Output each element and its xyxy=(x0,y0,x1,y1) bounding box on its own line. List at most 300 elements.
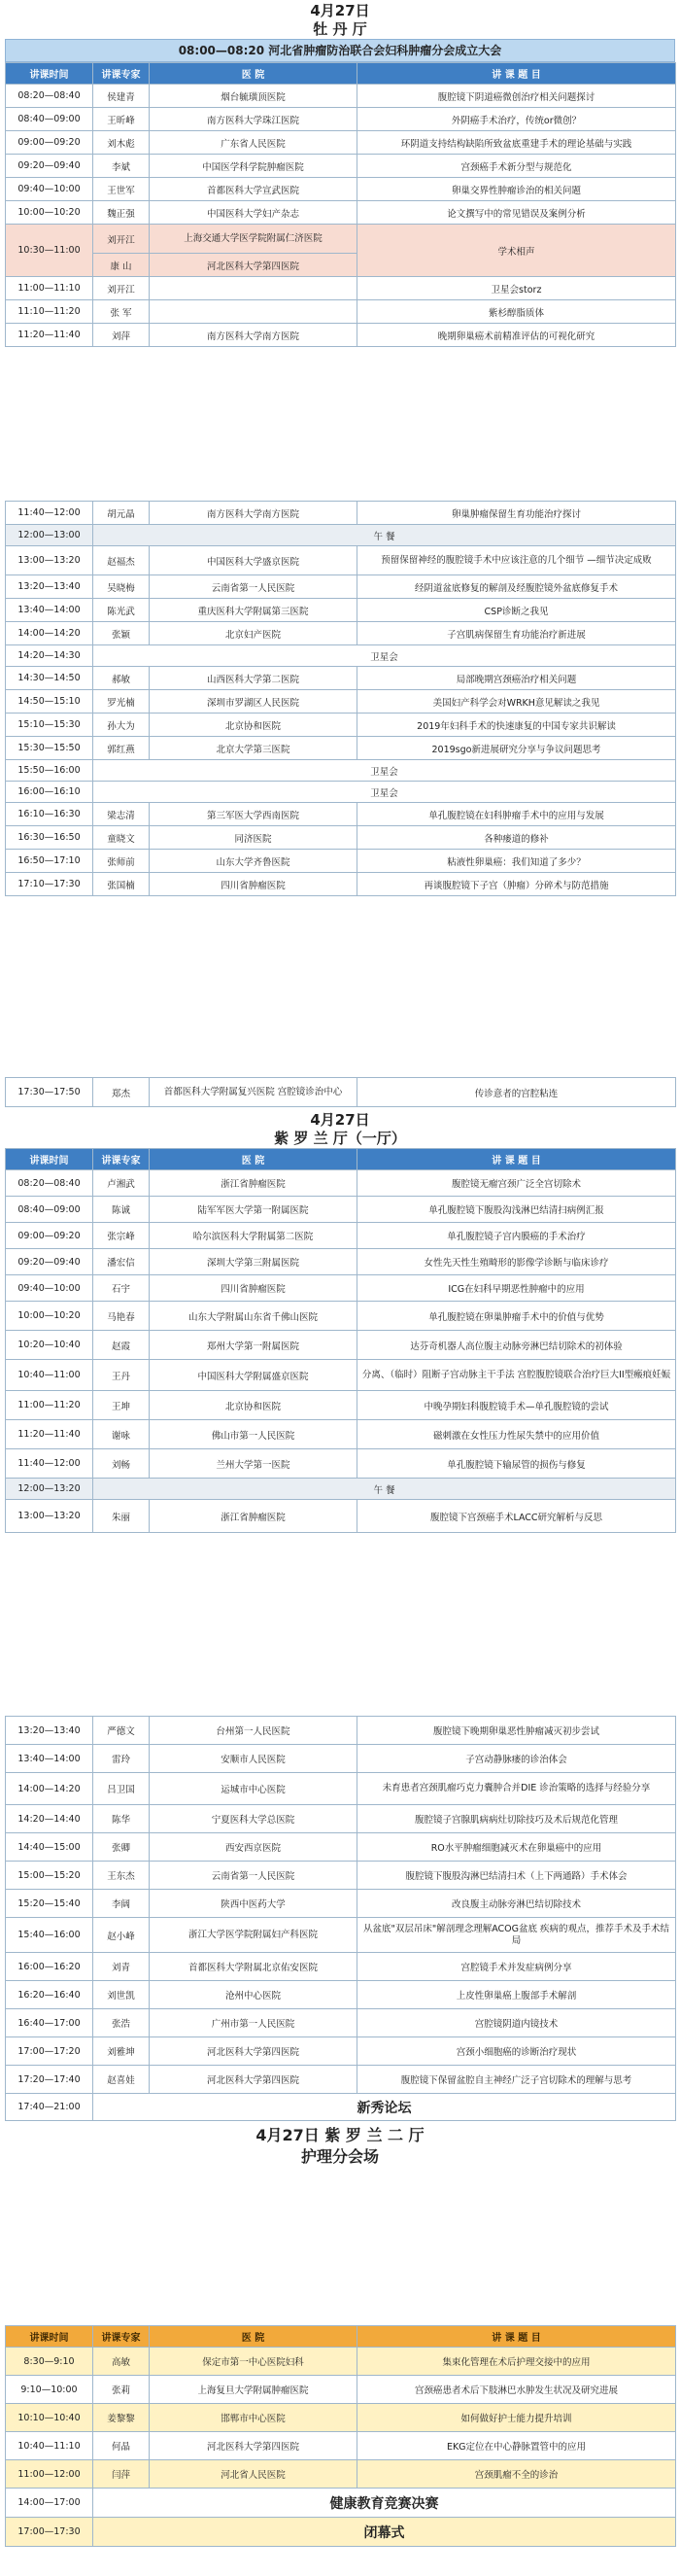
table-row xyxy=(6,108,676,131)
header-topic: 讲 课 题 目 xyxy=(357,2326,676,2348)
cell-hospital: 邯郸市中心医院 xyxy=(150,2404,357,2432)
cell-speaker: 罗光楠 xyxy=(93,690,150,714)
cell-speaker: 张 军 xyxy=(93,300,150,324)
cell-hospital: 南方医科大学南方医院 xyxy=(150,502,357,525)
cell-time: 17:00—17:20 xyxy=(6,2037,93,2066)
cell-topic: 腹腔镜下宫颈癌手术LACC研究解析与反思 xyxy=(357,1500,676,1533)
cell-speaker: 马艳春 xyxy=(93,1302,150,1331)
cell-hospital: 山东大学附属山东省千佛山医院 xyxy=(150,1302,357,1331)
cell-topic: 改良腹主动脉旁淋巴结切除技术 xyxy=(357,1890,676,1918)
table-row xyxy=(6,1918,676,1953)
cell-time: 15:00—15:20 xyxy=(6,1862,93,1890)
cell-hospital: 深圳市罗湖区人民医院 xyxy=(150,690,357,714)
cell-hospital: 河北医科大学第四医院 xyxy=(150,2432,357,2460)
cell-topic: 单孔腹腔镜在卵巢肿瘤手术中的价值与优势 xyxy=(357,1302,676,1331)
table-row xyxy=(6,826,676,850)
cell-time: 16:40—17:00 xyxy=(6,2009,93,2037)
header-speaker: 讲课专家 xyxy=(93,2326,150,2348)
cell-topic: 论文撰写中的常见错误及案例分析 xyxy=(357,201,676,225)
cell-topic: 2019sgo新进展研究分享与争议问题思考 xyxy=(357,737,676,760)
violet-hall-2-title: 4月27日 紫 罗 兰 二 厅 xyxy=(5,2125,675,2146)
cell-speaker: 郭红燕 xyxy=(93,737,150,760)
table-row xyxy=(6,1890,676,1918)
cell-time: 12:00—13:20 xyxy=(6,1479,93,1500)
cell-speaker: 孙大为 xyxy=(93,714,150,737)
cell-speaker: 陈光武 xyxy=(93,599,150,622)
date-title: 4月27日 xyxy=(310,1111,370,1129)
table-row xyxy=(6,1833,676,1862)
cell-hospital: 北京协和医院 xyxy=(150,1391,357,1420)
nursing-session-title: 护理分会场 xyxy=(300,2147,379,2166)
cell-speaker: 童晓文 xyxy=(93,826,150,850)
cell-topic: 晚期卵巢癌术前精准评估的可视化研究 xyxy=(357,324,676,347)
cell-hospital: 云南省第一人民医院 xyxy=(150,1862,357,1890)
cell-hospital: 运城市中心医院 xyxy=(150,1773,357,1805)
cell-hospital: 北京妇产医院 xyxy=(150,622,357,645)
cell-hospital: 哈尔滨医科大学附属第二医院 xyxy=(150,1223,357,1249)
cell-hospital: 四川省肿瘤医院 xyxy=(150,1275,357,1302)
cell-time: 11:20—11:40 xyxy=(6,324,93,347)
cell-contest: 健康教育竞赛决赛 xyxy=(93,2489,676,2518)
cell-speaker: 刘青 xyxy=(93,1953,150,1981)
cell-time: 15:10—15:30 xyxy=(6,714,93,737)
cell-topic: 宫腔镜手术并发症病例分享 xyxy=(357,1953,676,1981)
cell-time: 16:50—17:10 xyxy=(6,850,93,873)
cell-time: 15:50—16:00 xyxy=(6,760,93,782)
table-row xyxy=(6,1275,676,1302)
cell-topic: 2019年妇科手术的快速康复的中国专家共识解读 xyxy=(357,714,676,737)
table-row xyxy=(6,300,676,324)
cell-speaker: 刘萍 xyxy=(93,324,150,347)
cell-speaker: 高敏 xyxy=(93,2348,150,2376)
cell-speaker: 朱丽 xyxy=(93,1500,150,1533)
cell-topic: 预留保留神经的腹腔镜手术中应该注意的几个细节 —细节决定成败 xyxy=(357,546,676,575)
cell-speaker: 梁志清 xyxy=(93,803,150,826)
cell-time: 09:40—10:00 xyxy=(6,178,93,201)
cell-speaker: 刘开江 xyxy=(93,277,150,300)
table-row xyxy=(6,1449,676,1479)
schedule-table xyxy=(5,1077,676,1107)
cell-speaker: 刘开江 xyxy=(93,225,150,254)
cell-hospital: 中国医科大学盛京医院 xyxy=(150,546,357,575)
table-row xyxy=(6,85,676,108)
cell-speaker: 张莉 xyxy=(93,2376,150,2404)
cell-closing: 闭幕式 xyxy=(93,2518,676,2547)
table-row xyxy=(6,201,676,225)
cell-time: 16:00—16:10 xyxy=(6,782,93,803)
table-row xyxy=(6,1773,676,1805)
cell-time: 11:00—11:10 xyxy=(6,277,93,300)
cell-time: 10:00—10:20 xyxy=(6,1302,93,1331)
table-row xyxy=(6,2376,676,2404)
cell-time: 14:30—14:50 xyxy=(6,667,93,690)
table-row xyxy=(6,502,676,525)
cell-topic: 单孔腹腔镜在妇科肿瘤手术中的应用与发展 xyxy=(357,803,676,826)
table-row xyxy=(6,178,676,201)
cell-speaker: 郑杰 xyxy=(93,1078,150,1107)
table-header xyxy=(6,1149,676,1170)
cell-time: 16:10—16:30 xyxy=(6,803,93,826)
table-row xyxy=(6,2037,676,2066)
cell-time: 17:40—21:00 xyxy=(6,2094,93,2121)
cell-time: 09:00—09:20 xyxy=(6,1223,93,1249)
table-row xyxy=(6,667,676,690)
header-time: 讲课时间 xyxy=(6,1149,93,1170)
table-row xyxy=(6,575,676,599)
cell-speaker: 李斌 xyxy=(93,155,150,178)
cell-time: 17:00—17:30 xyxy=(6,2518,93,2547)
cell-time: 14:00—14:20 xyxy=(6,622,93,645)
cell-topic: 宫颈癌患者术后下肢淋巴水肿发生状况及研究进展 xyxy=(357,2376,676,2404)
closing-row xyxy=(6,2518,676,2547)
cell-hospital: 北京协和医院 xyxy=(150,714,357,737)
cell-topic: 达芬奇机器人高位腹主动脉旁淋巴结切除术的初体验 xyxy=(357,1331,676,1360)
table-row xyxy=(6,1745,676,1773)
cell-topic: 传诊意者的宫腔粘连 xyxy=(357,1078,676,1107)
cell-topic: 单孔腹腔镜子宫内膜癌的手术治疗 xyxy=(357,1223,676,1249)
cell-time: 13:40—14:00 xyxy=(6,599,93,622)
cell-speaker: 刘世凯 xyxy=(93,1981,150,2009)
cell-hospital: 中国医学科学院肿瘤医院 xyxy=(150,155,357,178)
hall-title: 牡 丹 厅 xyxy=(313,20,367,38)
cell-speaker: 谢咏 xyxy=(93,1420,150,1449)
table-row xyxy=(6,277,676,300)
cell-satellite: 卫星会 xyxy=(93,645,676,667)
cell-hospital: 宁夏医科大学总医院 xyxy=(150,1805,357,1833)
satellite-row xyxy=(6,760,676,782)
table-row xyxy=(6,1805,676,1833)
header-hospital: 医 院 xyxy=(150,2326,357,2348)
cell-time: 11:40—12:00 xyxy=(6,502,93,525)
cell-hospital: 广州市第一人民医院 xyxy=(150,2009,357,2037)
opening-banner: 08:00—08:20 河北省肿瘤防治联合会妇科肿瘤分会成立大会 xyxy=(5,39,675,62)
cell-time: 11:40—12:00 xyxy=(6,1449,93,1479)
cell-speaker: 张师前 xyxy=(93,850,150,873)
cell-topic: 宫颈小细胞癌的诊断治疗现状 xyxy=(357,2037,676,2066)
cell-topic: 美国妇产科学会对WRKH意见解读之我见 xyxy=(357,690,676,714)
cell-hospital: 山西医科大学第二医院 xyxy=(150,667,357,690)
cell-time: 14:00—17:00 xyxy=(6,2489,93,2518)
cell-hospital: 郑州大学第一附属医院 xyxy=(150,1331,357,1360)
cell-hospital: 安顺市人民医院 xyxy=(150,1745,357,1773)
forum-row xyxy=(6,2094,676,2121)
cell-hospital: 河北医科大学第四医院 xyxy=(150,2037,357,2066)
schedule-table xyxy=(5,1716,676,2121)
cell-time: 09:40—10:00 xyxy=(6,1275,93,1302)
cell-speaker: 卢湘武 xyxy=(93,1170,150,1197)
table-header xyxy=(6,63,676,85)
cell-time: 8:30—9:10 xyxy=(6,2348,93,2376)
cell-speaker: 张宗峰 xyxy=(93,1223,150,1249)
cell-speaker: 刘雅坤 xyxy=(93,2037,150,2066)
cell-topic: 未育患者宫颈肌瘤巧克力囊肿合并DIE 诊治策略的选择与经验分享 xyxy=(357,1773,676,1805)
cell-speaker: 王世军 xyxy=(93,178,150,201)
cell-speaker: 张国楠 xyxy=(93,873,150,896)
cell-topic: 宫腔镜阴道内镜技术 xyxy=(357,2009,676,2037)
cell-speaker: 刘畅 xyxy=(93,1449,150,1479)
cell-hospital: 保定市第一中心医院妇科 xyxy=(150,2348,357,2376)
cell-topic: 宫颈癌手术新分型与规范化 xyxy=(357,155,676,178)
cell-time: 08:40—09:00 xyxy=(6,1197,93,1223)
contest-row xyxy=(6,2489,676,2518)
cell-time: 13:20—13:40 xyxy=(6,575,93,599)
cell-time: 16:30—16:50 xyxy=(6,826,93,850)
cell-hospital: 浙江大学医学院附属妇产科医院 xyxy=(150,1918,357,1953)
cell-satellite: 卫星会 xyxy=(93,782,676,803)
cell-topic: ICG在妇科早期恶性肿瘤中的应用 xyxy=(357,1275,676,1302)
cell-time: 11:10—11:20 xyxy=(6,300,93,324)
table-header xyxy=(6,2326,676,2348)
cell-topic: 卵巢交界性肿瘤诊治的相关问题 xyxy=(357,178,676,201)
cell-hospital: 首都医科大学宣武医院 xyxy=(150,178,357,201)
cell-hospital: 陆军军医大学第一附属医院 xyxy=(150,1197,357,1223)
cell-hospital: 上海复旦大学附属肿瘤医院 xyxy=(150,2376,357,2404)
cell-time: 14:00—14:20 xyxy=(6,1773,93,1805)
table-row xyxy=(6,1717,676,1745)
cell-topic: 局部晚期宫颈癌治疗相关问题 xyxy=(357,667,676,690)
table-row xyxy=(6,803,676,826)
cell-topic: 女性先天性生殖畸形的影像学诊断与临床诊疗 xyxy=(357,1249,676,1275)
cell-speaker: 赵小峰 xyxy=(93,1918,150,1953)
cell-hospital: 烟台毓璜顶医院 xyxy=(150,85,357,108)
cell-time: 08:40—09:00 xyxy=(6,108,93,131)
cell-speaker: 赵霞 xyxy=(93,1331,150,1360)
cell-time: 10:00—10:20 xyxy=(6,201,93,225)
cell-topic: 分离、（临时）阻断子宫动脉主干手法 宫腔腹腔镜联合治疗巨大II型瘢痕妊娠 xyxy=(357,1360,676,1391)
schedule-table xyxy=(5,501,676,896)
cell-speaker: 雷玲 xyxy=(93,1745,150,1773)
cell-topic: 磁刺激在女性压力性尿失禁中的应用价值 xyxy=(357,1420,676,1449)
table-row xyxy=(6,155,676,178)
cell-time: 13:00—13:20 xyxy=(6,1500,93,1533)
cell-speaker: 陈华 xyxy=(93,1805,150,1833)
cell-time: 16:00—16:20 xyxy=(6,1953,93,1981)
cell-lunch: 午 餐 xyxy=(93,525,676,546)
cell-topic: 子宫肌病保留生育功能治疗新进展 xyxy=(357,622,676,645)
cell-topic: 腹腔镜无瘤宫颈广泛全宫切除术 xyxy=(357,1170,676,1197)
date-title: 4月27日 xyxy=(310,2,370,19)
cell-speaker: 潘宏信 xyxy=(93,1249,150,1275)
table-row xyxy=(6,2066,676,2094)
cell-hospital: 首都医科大学附属北京佑安医院 xyxy=(150,1953,357,1981)
table-row xyxy=(6,1500,676,1533)
cell-speaker: 李阔 xyxy=(93,1890,150,1918)
cell-speaker: 吴晓梅 xyxy=(93,575,150,599)
table-row xyxy=(6,1223,676,1249)
cell-topic: 经阴道盆底修复的解剖及经腹腔镜外盆底修复手术 xyxy=(357,575,676,599)
cell-time: 09:00—09:20 xyxy=(6,131,93,155)
section-violet-hall-1-afternoon xyxy=(5,1716,675,2168)
cell-speaker: 吕卫国 xyxy=(93,1773,150,1805)
header-hospital: 医 院 xyxy=(150,63,357,85)
cell-hospital: 深圳大学第三附属医院 xyxy=(150,1249,357,1275)
table-row xyxy=(6,2404,676,2432)
cell-speaker: 胡元晶 xyxy=(93,502,150,525)
cell-hospital: 中国医科大学附属盛京医院 xyxy=(150,1360,357,1391)
cell-time: 10:20—10:40 xyxy=(6,1331,93,1360)
table-row xyxy=(6,2348,676,2376)
cell-topic: 外阴癌手术治疗，传统or微创？ xyxy=(357,108,676,131)
lunch-row xyxy=(6,1479,676,1500)
cell-forum: 新秀论坛 xyxy=(93,2094,676,2121)
table-row xyxy=(6,850,676,873)
section-violet-hall-1 xyxy=(5,1077,675,1533)
cell-speaker: 石宇 xyxy=(93,1275,150,1302)
cell-topic: 腹腔镜下阴道癌微创治疗相关问题探讨 xyxy=(357,85,676,108)
cell-hospital: 中国医科大学妇产杂志 xyxy=(150,201,357,225)
table-row xyxy=(6,1953,676,1981)
cell-topic: 单孔腹腔镜下输尿管的损伤与修复 xyxy=(357,1449,676,1479)
table-row xyxy=(6,873,676,896)
cell-hospital: 兰州大学第一医院 xyxy=(150,1449,357,1479)
cell-topic: 腹腔镜下腹股沟淋巴结清扫术（上下两通路）手术体会 xyxy=(357,1862,676,1890)
cell-topic: 各种瘘道的修补 xyxy=(357,826,676,850)
cell-speaker: 康 山 xyxy=(93,254,150,277)
cell-time: 16:20—16:40 xyxy=(6,1981,93,2009)
table-row xyxy=(6,2432,676,2460)
cell-speaker: 闫萍 xyxy=(93,2460,150,2489)
header-hospital: 医 院 xyxy=(150,1149,357,1170)
table-row xyxy=(6,714,676,737)
cell-lunch: 午 餐 xyxy=(93,1479,676,1500)
satellite-row xyxy=(6,782,676,803)
cell-hospital: 台州第一人民医院 xyxy=(150,1717,357,1745)
cell-time: 17:20—17:40 xyxy=(6,2066,93,2094)
cell-topic: 上皮性卵巢癌上腹部手术解剖 xyxy=(357,1981,676,2009)
cell-time: 10:40—11:00 xyxy=(6,1360,93,1391)
cell-speaker: 何晶 xyxy=(93,2432,150,2460)
table-row xyxy=(6,1420,676,1449)
cell-time: 14:20—14:40 xyxy=(6,1805,93,1833)
cell-time: 10:30—11:00 xyxy=(6,225,93,277)
cell-time: 11:00—12:00 xyxy=(6,2460,93,2489)
cell-time: 13:20—13:40 xyxy=(6,1717,93,1745)
header-speaker: 讲课专家 xyxy=(93,63,150,85)
cell-time: 11:20—11:40 xyxy=(6,1420,93,1449)
cell-time: 08:20—08:40 xyxy=(6,85,93,108)
cell-topic: 腹腔镜下晚期卵巢恶性肿瘤减灭初步尝试 xyxy=(357,1717,676,1745)
cell-speaker: 王丹 xyxy=(93,1360,150,1391)
table-row xyxy=(6,690,676,714)
table-row xyxy=(6,1078,676,1107)
cell-hospital: 广东省人民医院 xyxy=(150,131,357,155)
cell-hospital: 第三军医大学西南医院 xyxy=(150,803,357,826)
cell-hospital: 重庆医科大学附属第三医院 xyxy=(150,599,357,622)
table-row xyxy=(6,622,676,645)
cell-hospital: 西安西京医院 xyxy=(150,1833,357,1862)
cell-topic: 中晚孕期妇科腹腔镜手术—单孔腹腔镜的尝试 xyxy=(357,1391,676,1420)
cell-speaker: 严德文 xyxy=(93,1717,150,1745)
cell-hospital: 四川省肿瘤医院 xyxy=(150,873,357,896)
cell-hospital: 上海交通大学医学院附属仁济医院 xyxy=(150,225,357,254)
table-row xyxy=(6,1862,676,1890)
section-nursing xyxy=(5,2325,675,2547)
cell-time: 14:40—15:00 xyxy=(6,1833,93,1862)
cell-time: 08:20—08:40 xyxy=(6,1170,93,1197)
cell-topic: 集束化管理在术后护理交接中的应用 xyxy=(357,2348,676,2376)
cell-hospital xyxy=(150,300,357,324)
cell-topic: 如何做好护士能力提升培训 xyxy=(357,2404,676,2432)
table-row xyxy=(6,1360,676,1391)
table-row xyxy=(6,324,676,347)
cell-topic: 再谈腹腔镜下子宫（肿瘤）分碎术与防范措施 xyxy=(357,873,676,896)
cell-topic: EKG定位在中心静脉置管中的应用 xyxy=(357,2432,676,2460)
table-row xyxy=(6,599,676,622)
cell-time: 15:30—15:50 xyxy=(6,737,93,760)
cell-hospital: 河北医科大学第四医院 xyxy=(150,254,357,277)
cell-topic: 腹腔镜下保留盆腔自主神经广泛子宫切除术的理解与思考 xyxy=(357,2066,676,2094)
cell-hospital: 南方医科大学珠江医院 xyxy=(150,108,357,131)
cell-speaker: 张浩 xyxy=(93,2009,150,2037)
cell-time: 13:00—13:20 xyxy=(6,546,93,575)
cell-hospital: 同济医院 xyxy=(150,826,357,850)
cell-hospital: 河北医科大学第四医院 xyxy=(150,2066,357,2094)
table-row xyxy=(6,1302,676,1331)
cell-topic: 单孔腹腔镜下腹股沟浅淋巴结清扫病例汇报 xyxy=(357,1197,676,1223)
cell-topic: 腹腔镜子宫腺肌病病灶切除技巧及术后规范化管理 xyxy=(357,1805,676,1833)
lunch-row xyxy=(6,525,676,546)
cell-time: 15:20—15:40 xyxy=(6,1890,93,1918)
cell-time: 11:00—11:20 xyxy=(6,1391,93,1420)
cell-speaker: 侯建青 xyxy=(93,85,150,108)
table-row xyxy=(6,131,676,155)
hall-title: 紫 罗 兰 厅（一厅） xyxy=(274,1130,406,1147)
schedule-table xyxy=(5,62,676,347)
cell-speaker: 张卿 xyxy=(93,1833,150,1862)
cell-speaker: 王昕峰 xyxy=(93,108,150,131)
schedule-table xyxy=(5,2325,676,2547)
cell-hospital: 浙江省肿瘤医院 xyxy=(150,1170,357,1197)
cell-speaker: 赵福杰 xyxy=(93,546,150,575)
cell-topic: 粘液性卵巢癌：我们知道了多少？ xyxy=(357,850,676,873)
cell-time: 17:10—17:30 xyxy=(6,873,93,896)
section-peony-hall-continued xyxy=(5,501,675,896)
cell-speaker: 魏正强 xyxy=(93,201,150,225)
cell-time: 9:10—10:00 xyxy=(6,2376,93,2404)
table-row xyxy=(6,2460,676,2489)
cell-topic: 学术相声 xyxy=(357,225,676,277)
cell-hospital: 佛山市第一人民医院 xyxy=(150,1420,357,1449)
header-topic: 讲 课 题 目 xyxy=(357,63,676,85)
cell-speaker: 王坤 xyxy=(93,1391,150,1420)
cell-time: 14:20—14:30 xyxy=(6,645,93,667)
table-row xyxy=(6,1170,676,1197)
cell-topic: 环阴道支持结构缺陷所致盆底重建手术的理论基础与实践 xyxy=(357,131,676,155)
table-row xyxy=(6,1331,676,1360)
section-peony-hall xyxy=(5,2,675,347)
cell-speaker: 郝敏 xyxy=(93,667,150,690)
cell-hospital: 山东大学齐鲁医院 xyxy=(150,850,357,873)
cell-speaker: 姜黎黎 xyxy=(93,2404,150,2432)
cell-speaker: 赵喜娃 xyxy=(93,2066,150,2094)
table-row xyxy=(6,1981,676,2009)
cell-topic: 紫杉醇脂质体 xyxy=(357,300,676,324)
cell-speaker: 刘木彪 xyxy=(93,131,150,155)
cell-time: 09:20—09:40 xyxy=(6,155,93,178)
cell-hospital: 北京大学第三医院 xyxy=(150,737,357,760)
table-row xyxy=(6,1391,676,1420)
cell-speaker: 陈诚 xyxy=(93,1197,150,1223)
cell-time: 14:50—15:10 xyxy=(6,690,93,714)
cell-topic: 从盆底"双层吊床"解剖理念理解ACOG盆底 疾病的观点，推荐手术及手术结局 xyxy=(357,1918,676,1953)
cell-speaker: 张颖 xyxy=(93,622,150,645)
cell-time: 09:20—09:40 xyxy=(6,1249,93,1275)
cell-hospital xyxy=(150,277,357,300)
header-time: 讲课时间 xyxy=(6,63,93,85)
cell-topic: 宫颈肌瘤不全的诊治 xyxy=(357,2460,676,2489)
cell-topic: 子宫动静脉瘘的诊治体会 xyxy=(357,1745,676,1773)
cell-topic: RO水平肿瘤细胞减灭术在卵巢癌中的应用 xyxy=(357,1833,676,1862)
